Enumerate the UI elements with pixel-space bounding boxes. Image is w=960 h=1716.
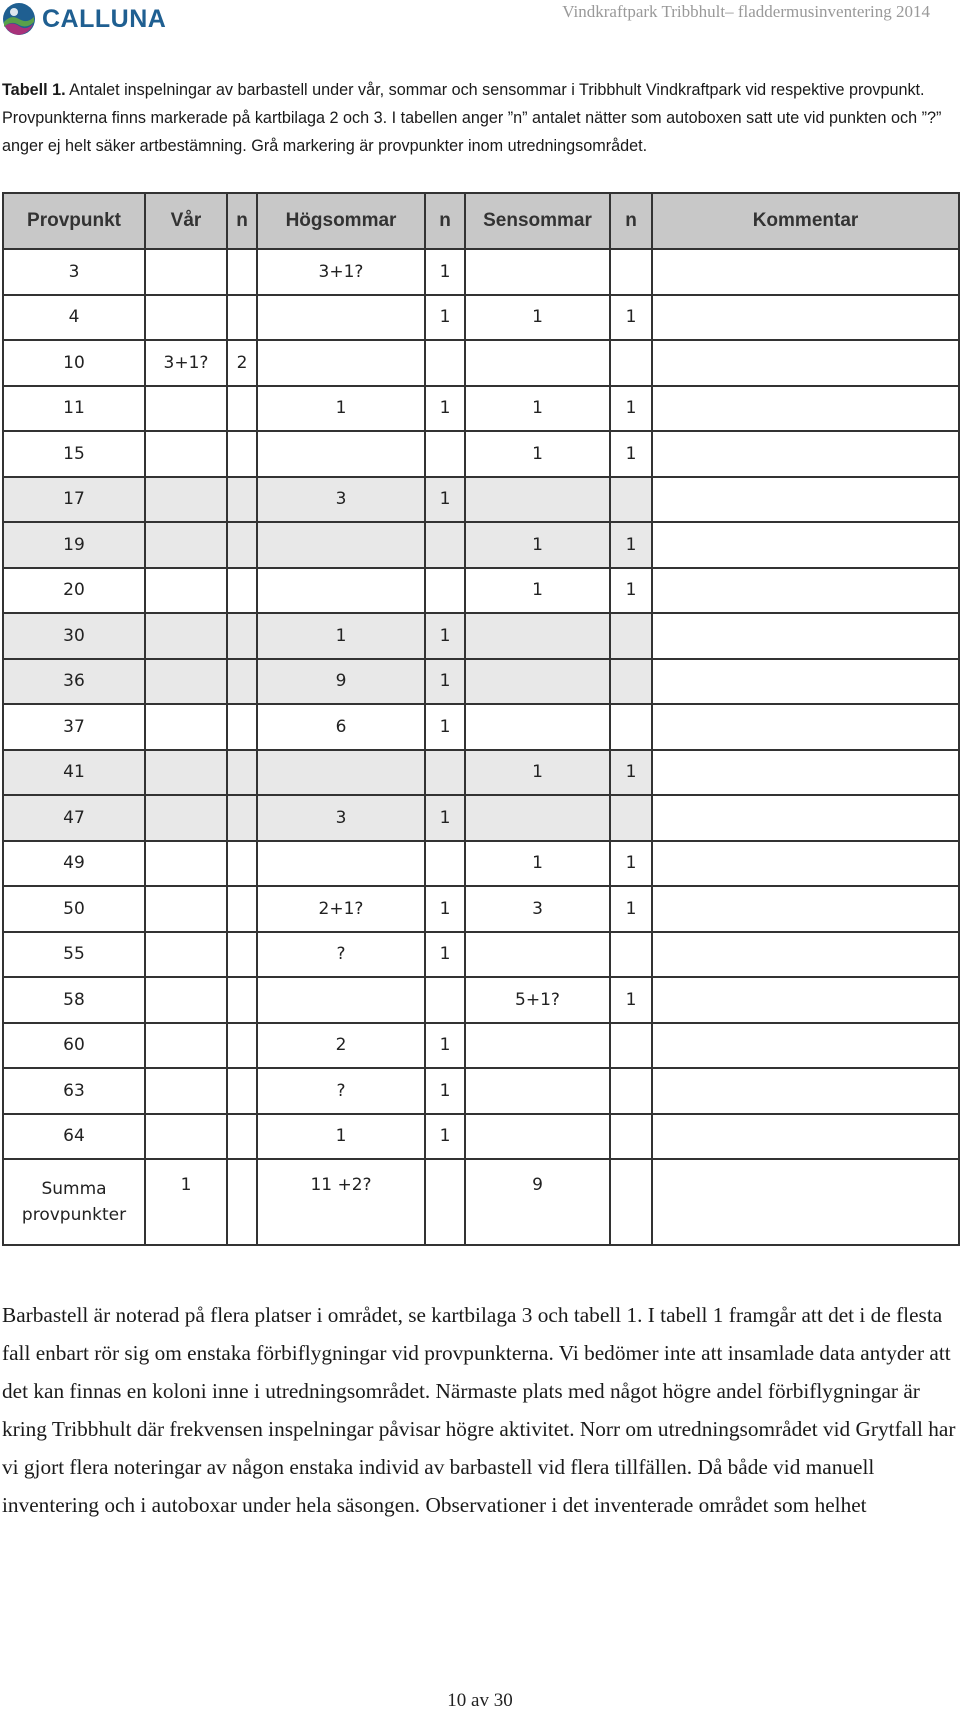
cell-var bbox=[145, 977, 227, 1023]
cell-n-var bbox=[227, 932, 257, 978]
header-hogsommar: Högsommar bbox=[257, 193, 425, 249]
cell-var bbox=[145, 1114, 227, 1160]
cell-kommentar bbox=[652, 1023, 959, 1069]
cell-hogsommar bbox=[257, 340, 425, 386]
cell-n-var bbox=[227, 795, 257, 841]
cell-n-sensommar bbox=[610, 340, 652, 386]
cell-var: 3+1? bbox=[145, 340, 227, 386]
table-row bbox=[3, 613, 959, 659]
cell-provpunkt: 3 bbox=[3, 249, 145, 295]
cell-kommentar bbox=[652, 841, 959, 887]
table-row bbox=[3, 932, 959, 978]
table-row bbox=[3, 568, 959, 614]
cell-kommentar bbox=[652, 568, 959, 614]
cell-n-var bbox=[227, 886, 257, 932]
cell-provpunkt: 49 bbox=[3, 841, 145, 887]
table-header-row bbox=[3, 193, 959, 249]
cell-n-var bbox=[227, 386, 257, 432]
cell-sensommar bbox=[465, 704, 610, 750]
cell-var bbox=[145, 568, 227, 614]
cell-hogsommar: 3 bbox=[257, 795, 425, 841]
cell-hogsommar bbox=[257, 522, 425, 568]
cell-n-sensommar: 1 bbox=[610, 750, 652, 796]
cell-n-hogsommar bbox=[425, 977, 465, 1023]
body-paragraph: Barbastell är noterad på flera platser i området, se kartbilaga 3 och tabell 1. I tabell 1 framgår att det i de flesta fall enbart rör sig om enstaka förbiflygningar vid provpunkterna. Vi bedömer inte att insamlade data antyder att det kan finnas en koloni inne i utredningsområdet. Närmaste plats med något högre andel förbiflygningar är kring Tribbhult där frekvensen inspelningar påvisar högre aktivitet. Norr om utredningsområdet vid Grytfall har vi gjort flera noteringar av någon enstaka individ av barbastell vid flera tillfällen. Då både vid manuell inventering och i autoboxar under hela säsongen. Observationer i det inventerade området som helhet bbox=[2, 1303, 956, 1517]
cell-n-hogsommar bbox=[425, 522, 465, 568]
cell-n-var bbox=[227, 431, 257, 477]
cell-provpunkt: 30 bbox=[3, 613, 145, 659]
cell-sensommar: 1 bbox=[465, 750, 610, 796]
cell-var bbox=[145, 249, 227, 295]
summary-label-line2: provpunkter bbox=[21, 1205, 127, 1225]
cell-var bbox=[145, 295, 227, 341]
cell-n-hogsommar bbox=[425, 841, 465, 887]
cell-hogsommar bbox=[257, 568, 425, 614]
cell-provpunkt: 19 bbox=[3, 522, 145, 568]
summary-sensommar: 9 bbox=[465, 1159, 610, 1245]
summary-label bbox=[3, 1159, 145, 1245]
cell-n-hogsommar: 1 bbox=[425, 613, 465, 659]
cell-n-var bbox=[227, 1068, 257, 1114]
header-n-sensommar: n bbox=[610, 193, 652, 249]
cell-sensommar bbox=[465, 659, 610, 705]
cell-n-sensommar: 1 bbox=[610, 977, 652, 1023]
cell-n-sensommar bbox=[610, 659, 652, 705]
cell-provpunkt: 4 bbox=[3, 295, 145, 341]
cell-n-hogsommar: 1 bbox=[425, 795, 465, 841]
table-row bbox=[3, 249, 959, 295]
cell-hogsommar bbox=[257, 295, 425, 341]
cell-sensommar: 1 bbox=[465, 522, 610, 568]
cell-sensommar bbox=[465, 340, 610, 386]
table-row bbox=[3, 659, 959, 705]
cell-n-sensommar bbox=[610, 249, 652, 295]
cell-var bbox=[145, 841, 227, 887]
cell-provpunkt: 20 bbox=[3, 568, 145, 614]
cell-n-var bbox=[227, 522, 257, 568]
cell-kommentar bbox=[652, 750, 959, 796]
cell-n-hogsommar: 1 bbox=[425, 1068, 465, 1114]
cell-hogsommar bbox=[257, 431, 425, 477]
cell-sensommar: 1 bbox=[465, 431, 610, 477]
summary-n-var bbox=[227, 1159, 257, 1245]
cell-var bbox=[145, 659, 227, 705]
cell-n-hogsommar: 1 bbox=[425, 1023, 465, 1069]
summary-var: 1 bbox=[145, 1159, 227, 1245]
table-row bbox=[3, 886, 959, 932]
cell-n-var bbox=[227, 568, 257, 614]
cell-n-sensommar bbox=[610, 932, 652, 978]
cell-provpunkt: 11 bbox=[3, 386, 145, 432]
cell-provpunkt: 50 bbox=[3, 886, 145, 932]
cell-kommentar bbox=[652, 295, 959, 341]
cell-kommentar bbox=[652, 386, 959, 432]
header-n-hogsommar: n bbox=[425, 193, 465, 249]
cell-n-sensommar bbox=[610, 1023, 652, 1069]
header-kommentar: Kommentar bbox=[652, 193, 959, 249]
summary-label-line1: Summa bbox=[41, 1179, 107, 1199]
cell-kommentar bbox=[652, 659, 959, 705]
cell-hogsommar: ? bbox=[257, 1068, 425, 1114]
table-row bbox=[3, 795, 959, 841]
cell-hogsommar bbox=[257, 750, 425, 796]
cell-n-sensommar bbox=[610, 795, 652, 841]
cell-hogsommar: 2+1? bbox=[257, 886, 425, 932]
logo-text: CALLUNA bbox=[42, 4, 167, 33]
cell-provpunkt: 17 bbox=[3, 477, 145, 523]
cell-sensommar: 1 bbox=[465, 841, 610, 887]
cell-n-sensommar bbox=[610, 1068, 652, 1114]
table-row bbox=[3, 1114, 959, 1160]
cell-provpunkt: 55 bbox=[3, 932, 145, 978]
calluna-logo bbox=[2, 2, 166, 36]
cell-kommentar bbox=[652, 886, 959, 932]
cell-sensommar bbox=[465, 795, 610, 841]
table-row bbox=[3, 841, 959, 887]
cell-kommentar bbox=[652, 977, 959, 1023]
table-row bbox=[3, 431, 959, 477]
table-row bbox=[3, 977, 959, 1023]
cell-n-var bbox=[227, 1114, 257, 1160]
cell-var bbox=[145, 1068, 227, 1114]
cell-hogsommar bbox=[257, 977, 425, 1023]
cell-hogsommar: 9 bbox=[257, 659, 425, 705]
cell-hogsommar: 1 bbox=[257, 613, 425, 659]
cell-sensommar bbox=[465, 1068, 610, 1114]
cell-kommentar bbox=[652, 932, 959, 978]
cell-kommentar bbox=[652, 795, 959, 841]
cell-sensommar bbox=[465, 932, 610, 978]
cell-n-hogsommar bbox=[425, 750, 465, 796]
table-row bbox=[3, 340, 959, 386]
cell-sensommar: 1 bbox=[465, 386, 610, 432]
cell-n-hogsommar: 1 bbox=[425, 932, 465, 978]
calluna-logo-icon bbox=[2, 2, 36, 36]
cell-hogsommar: 1 bbox=[257, 386, 425, 432]
cell-n-sensommar: 1 bbox=[610, 386, 652, 432]
summary-kommentar bbox=[652, 1159, 959, 1245]
cell-hogsommar: ? bbox=[257, 932, 425, 978]
caption-text: Antalet inspelningar av barbastell under vår, sommar och sensommar i Tribbhult Vindkraftpark vid respektive provpunkt. Provpunkterna finns markerade på kartbilaga 2 och 3. I tabellen anger ”n” antalet nätter som autoboxen satt ute vid punkten och ”?” anger ej helt säker artbestämning. Grå markering är provpunkter inom utredningsområdet. bbox=[2, 81, 942, 155]
cell-provpunkt: 15 bbox=[3, 431, 145, 477]
cell-n-hogsommar: 1 bbox=[425, 886, 465, 932]
cell-kommentar bbox=[652, 1114, 959, 1160]
cell-provpunkt: 64 bbox=[3, 1114, 145, 1160]
cell-sensommar bbox=[465, 1023, 610, 1069]
table-row bbox=[3, 1068, 959, 1114]
cell-n-var bbox=[227, 477, 257, 523]
table-row bbox=[3, 386, 959, 432]
cell-provpunkt: 58 bbox=[3, 977, 145, 1023]
cell-n-hogsommar: 1 bbox=[425, 477, 465, 523]
cell-n-var bbox=[227, 659, 257, 705]
cell-n-var bbox=[227, 977, 257, 1023]
cell-n-hogsommar bbox=[425, 431, 465, 477]
cell-var bbox=[145, 886, 227, 932]
header-sensommar: Sensommar bbox=[465, 193, 610, 249]
header-n-var: n bbox=[227, 193, 257, 249]
cell-sensommar: 1 bbox=[465, 568, 610, 614]
cell-n-sensommar bbox=[610, 477, 652, 523]
cell-var bbox=[145, 750, 227, 796]
cell-kommentar bbox=[652, 431, 959, 477]
cell-hogsommar: 3 bbox=[257, 477, 425, 523]
cell-kommentar bbox=[652, 477, 959, 523]
summary-n-hogsommar bbox=[425, 1159, 465, 1245]
cell-n-var bbox=[227, 750, 257, 796]
cell-n-sensommar: 1 bbox=[610, 522, 652, 568]
cell-kommentar bbox=[652, 522, 959, 568]
header-provpunkt: Provpunkt bbox=[3, 193, 145, 249]
cell-var bbox=[145, 932, 227, 978]
cell-n-sensommar bbox=[610, 1114, 652, 1160]
summary-row bbox=[3, 1159, 959, 1245]
cell-n-sensommar: 1 bbox=[610, 841, 652, 887]
cell-n-sensommar: 1 bbox=[610, 295, 652, 341]
table-row bbox=[3, 477, 959, 523]
cell-n-sensommar: 1 bbox=[610, 886, 652, 932]
table-row bbox=[3, 295, 959, 341]
barbastell-table bbox=[2, 192, 960, 1246]
cell-provpunkt: 36 bbox=[3, 659, 145, 705]
cell-sensommar: 1 bbox=[465, 295, 610, 341]
cell-sensommar bbox=[465, 249, 610, 295]
cell-provpunkt: 41 bbox=[3, 750, 145, 796]
cell-var bbox=[145, 522, 227, 568]
cell-n-var bbox=[227, 704, 257, 750]
cell-var bbox=[145, 704, 227, 750]
cell-hogsommar: 3+1? bbox=[257, 249, 425, 295]
cell-var bbox=[145, 795, 227, 841]
table-row bbox=[3, 522, 959, 568]
cell-n-var bbox=[227, 1023, 257, 1069]
cell-n-hogsommar: 1 bbox=[425, 659, 465, 705]
cell-hogsommar: 2 bbox=[257, 1023, 425, 1069]
cell-var bbox=[145, 1023, 227, 1069]
cell-n-hogsommar: 1 bbox=[425, 295, 465, 341]
table-row bbox=[3, 750, 959, 796]
cell-hogsommar bbox=[257, 841, 425, 887]
cell-n-sensommar: 1 bbox=[610, 568, 652, 614]
cell-kommentar bbox=[652, 340, 959, 386]
summary-n-sensommar bbox=[610, 1159, 652, 1245]
cell-provpunkt: 37 bbox=[3, 704, 145, 750]
cell-provpunkt: 47 bbox=[3, 795, 145, 841]
cell-n-sensommar bbox=[610, 613, 652, 659]
cell-n-hogsommar: 1 bbox=[425, 1114, 465, 1160]
cell-n-hogsommar bbox=[425, 568, 465, 614]
cell-n-hogsommar: 1 bbox=[425, 386, 465, 432]
page-number: 10 av 30 bbox=[447, 1690, 513, 1711]
cell-n-sensommar: 1 bbox=[610, 431, 652, 477]
cell-n-var bbox=[227, 249, 257, 295]
summary-hogsommar: 11 +2? bbox=[257, 1159, 425, 1245]
cell-var bbox=[145, 386, 227, 432]
cell-kommentar bbox=[652, 704, 959, 750]
table-row bbox=[3, 1023, 959, 1069]
cell-sensommar: 5+1? bbox=[465, 977, 610, 1023]
cell-provpunkt: 60 bbox=[3, 1023, 145, 1069]
table-caption bbox=[2, 76, 942, 160]
cell-n-var bbox=[227, 613, 257, 659]
table-row bbox=[3, 704, 959, 750]
cell-kommentar bbox=[652, 1068, 959, 1114]
cell-kommentar bbox=[652, 249, 959, 295]
cell-hogsommar: 6 bbox=[257, 704, 425, 750]
cell-var bbox=[145, 477, 227, 523]
cell-kommentar bbox=[652, 613, 959, 659]
cell-n-sensommar bbox=[610, 704, 652, 750]
cell-sensommar bbox=[465, 1114, 610, 1160]
cell-n-var: 2 bbox=[227, 340, 257, 386]
document-title: Vindkraftpark Tribbhult– fladdermusinventering 2014 bbox=[562, 2, 930, 21]
cell-n-hogsommar: 1 bbox=[425, 704, 465, 750]
cell-n-var bbox=[227, 295, 257, 341]
cell-provpunkt: 10 bbox=[3, 340, 145, 386]
cell-sensommar bbox=[465, 477, 610, 523]
cell-sensommar: 3 bbox=[465, 886, 610, 932]
cell-var bbox=[145, 613, 227, 659]
cell-n-var bbox=[227, 841, 257, 887]
cell-hogsommar: 1 bbox=[257, 1114, 425, 1160]
caption-label: Tabell 1. bbox=[2, 81, 66, 99]
cell-var bbox=[145, 431, 227, 477]
header-var: Vår bbox=[145, 193, 227, 249]
cell-sensommar bbox=[465, 613, 610, 659]
cell-n-hogsommar bbox=[425, 340, 465, 386]
cell-provpunkt: 63 bbox=[3, 1068, 145, 1114]
cell-n-hogsommar: 1 bbox=[425, 249, 465, 295]
